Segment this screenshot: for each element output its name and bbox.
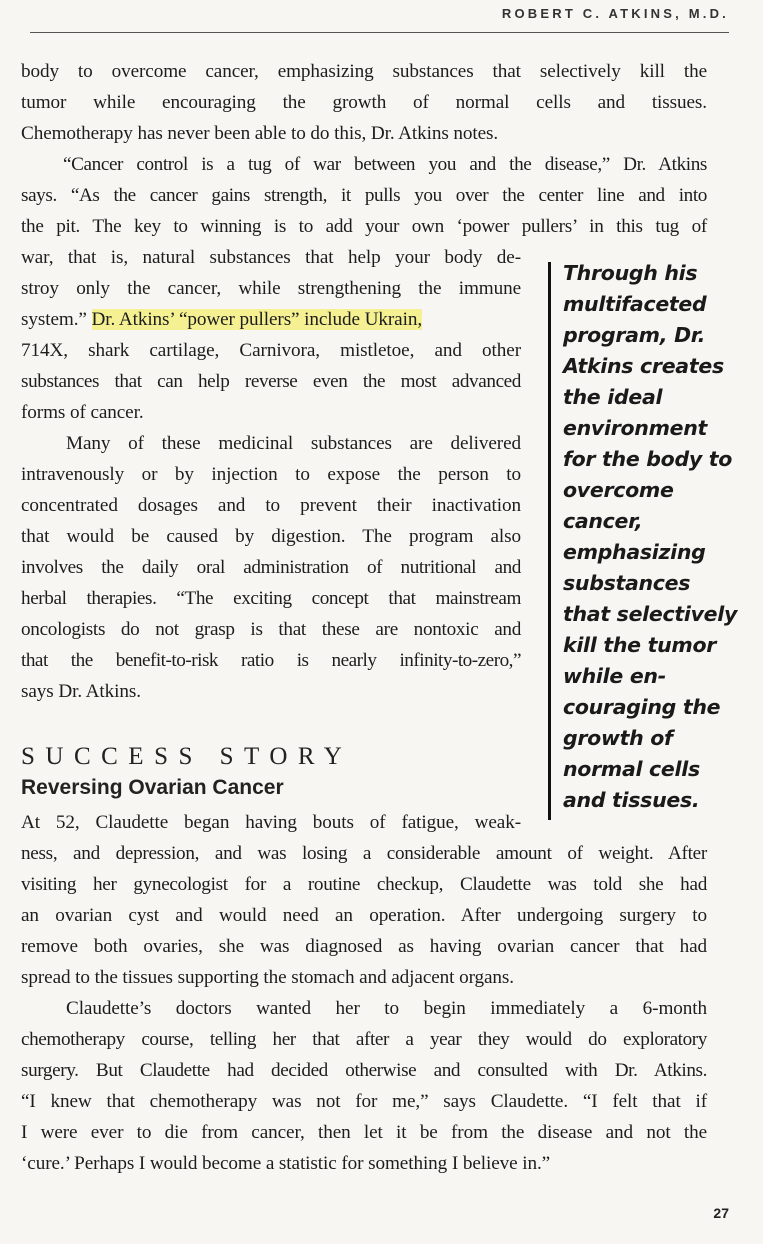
story-line: “I knew that chemotherapy was not for me,” says Claudette. “I felt that if (21, 1091, 707, 1112)
body-line: substances that can help reverse even the most advanced (21, 371, 521, 392)
body-line: intravenously or by injection to expose the person to (21, 464, 521, 485)
pull-quote-line: while en- (563, 664, 666, 688)
story-line: I were ever to die from cancer, then let it be from the disease and not the (21, 1122, 707, 1143)
pull-quote-rule (548, 262, 551, 820)
story-line: remove both ovaries, she was diagnosed as having ovarian cancer that had (21, 936, 707, 957)
story-line: spread to the tissues supporting the stomach and adjacent organs. (21, 967, 514, 988)
pull-quote-line: cancer, (563, 509, 643, 533)
story-line: visiting her gynecologist for a routine checkup, Claudette was told she had (21, 874, 707, 895)
pull-quote-line: growth of (563, 726, 673, 750)
pull-quote-line: program, Dr. (563, 323, 706, 347)
story-line: ‘cure.’ Perhaps I would become a statistic for something I believe in.” (21, 1153, 551, 1174)
body-line: Many of these medicinal substances are delivered (66, 433, 521, 454)
body-line: that the benefit-to-risk ratio is nearly infinity-to-zero,” (21, 650, 521, 671)
pull-quote-line: that selectively (563, 602, 738, 626)
pull-quote-line: couraging the (563, 695, 721, 719)
body-line: war, that is, natural substances that help your body de- (21, 247, 521, 268)
pull-quote-line: kill the tumor (563, 633, 717, 657)
pull-quote-line: the ideal (563, 385, 663, 409)
body-line: forms of cancer. (21, 402, 144, 423)
pull-quote-line: for the body to (563, 447, 732, 471)
section-title: Reversing Ovarian Cancer (21, 776, 284, 799)
story-line: ness, and depression, and was losing a considerable amount of weight. After (21, 843, 707, 864)
body-line: concentrated dosages and to prevent their inactivation (21, 495, 521, 516)
pull-quote-line: and tissues. (563, 788, 700, 812)
body-line: herbal therapies. “The exciting concept that mainstream (21, 588, 521, 609)
body-line: body to overcome cancer, emphasizing substances that selectively kill the (21, 61, 707, 82)
pull-quote-line: substances (563, 571, 691, 595)
body-line: oncologists do not grasp is that these are nontoxic and (21, 619, 521, 640)
page-number: 27 (713, 1205, 729, 1221)
running-head: ROBERT C. ATKINS, M.D. (501, 6, 729, 21)
story-line: At 52, Claudette began having bouts of fatigue, weak- (21, 812, 521, 833)
body-line (21, 304, 422, 335)
body-line-start: system.” (21, 309, 92, 330)
pull-quote-line: Through his (563, 261, 698, 285)
pull-quote-line: Atkins creates (563, 354, 724, 378)
pull-quote-line: multifaceted (563, 292, 707, 316)
story-line: surgery. But Claudette had decided otherwise and consulted with Dr. Atkins. (21, 1060, 707, 1081)
body-line: involves the daily oral administration of nutritional and (21, 557, 521, 578)
body-line: “Cancer control is a tug of war between you and the disease,” Dr. Atkins (63, 154, 707, 175)
body-line: says Dr. Atkins. (21, 681, 141, 702)
pull-quote-line: overcome (563, 478, 674, 502)
header-rule (30, 32, 729, 33)
body-line: the pit. The key to winning is to add your own ‘power pullers’ in this tug of (21, 216, 707, 237)
pull-quote-line: normal cells (563, 757, 700, 781)
story-line: an ovarian cyst and would need an operation. After undergoing surgery to (21, 905, 707, 926)
pull-quote-line: environment (563, 416, 708, 440)
body-line: says. “As the cancer gains strength, it pulls you over the center line and into (21, 185, 707, 206)
body-line: stroy only the cancer, while strengthening the immune (21, 278, 521, 299)
pull-quote-line: emphasizing (563, 540, 706, 564)
section-label: SUCCESS STORY (21, 743, 353, 770)
body-line: that would be caused by digestion. The program also (21, 526, 521, 547)
story-line: Claudette’s doctors wanted her to begin immediately a 6-month (66, 998, 707, 1019)
highlighted-text: Dr. Atkins’ “power pullers” include Ukrain, (91, 309, 423, 330)
body-line: Chemotherapy has never been able to do this, Dr. Atkins notes. (21, 123, 499, 144)
body-line: 714X, shark cartilage, Carnivora, mistletoe, and other (21, 340, 521, 361)
story-line: chemotherapy course, telling her that after a year they would do exploratory (21, 1029, 707, 1050)
body-line: tumor while encouraging the growth of normal cells and tissues. (21, 92, 707, 113)
